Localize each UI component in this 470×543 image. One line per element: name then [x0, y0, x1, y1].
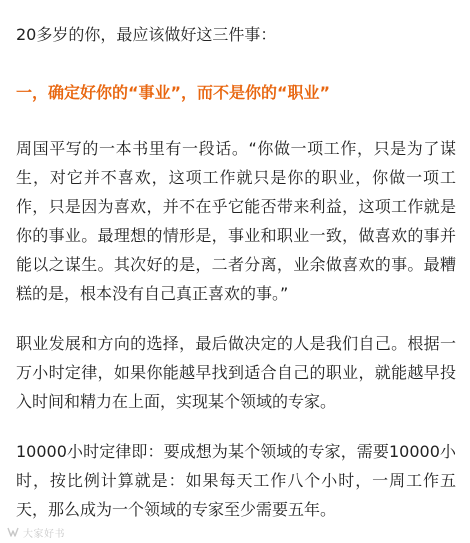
section-heading: 一，确定好你的“事业”，而不是你的“职业”	[16, 83, 331, 102]
watermark-text: 大家好书	[23, 528, 65, 540]
paragraph-career-choice: 职业发展和方向的选择，最后做决定的人是我们自己。根据一万小时定律，如果你能越早找到适合自己的职业，就能越早投入时间和精力在上面，实现某个领域的专家。	[16, 334, 456, 411]
paragraph-10000-hours: 10000小时定律即：要成想为某个领域的专家，需要10000小时，按比例计算就是：如果每天工作八个小时，一周工作五天，那么成为一个领域的专家至少需要五年。	[16, 442, 456, 519]
paragraph-quote: 周国平写的一本书里有一段话。“你做一项工作，只是为了谋生，对它并不喜欢，这项工作就只是你的职业，你做一项工作，只是因为喜欢，并不在乎它能否带来利益，这项工作就是你的事业。最理想的情形是，事业和职业一致，做喜欢的事并能以之谋生。其次好的是，二者分离，业余做喜欢的事。最糟糕的是，根本没有自己真正喜欢的事。”	[16, 139, 456, 303]
intro-line: 20多岁的你，最应该做好这三件事：	[16, 25, 277, 44]
brand-logo-icon	[6, 525, 20, 539]
watermark	[6, 524, 65, 540]
